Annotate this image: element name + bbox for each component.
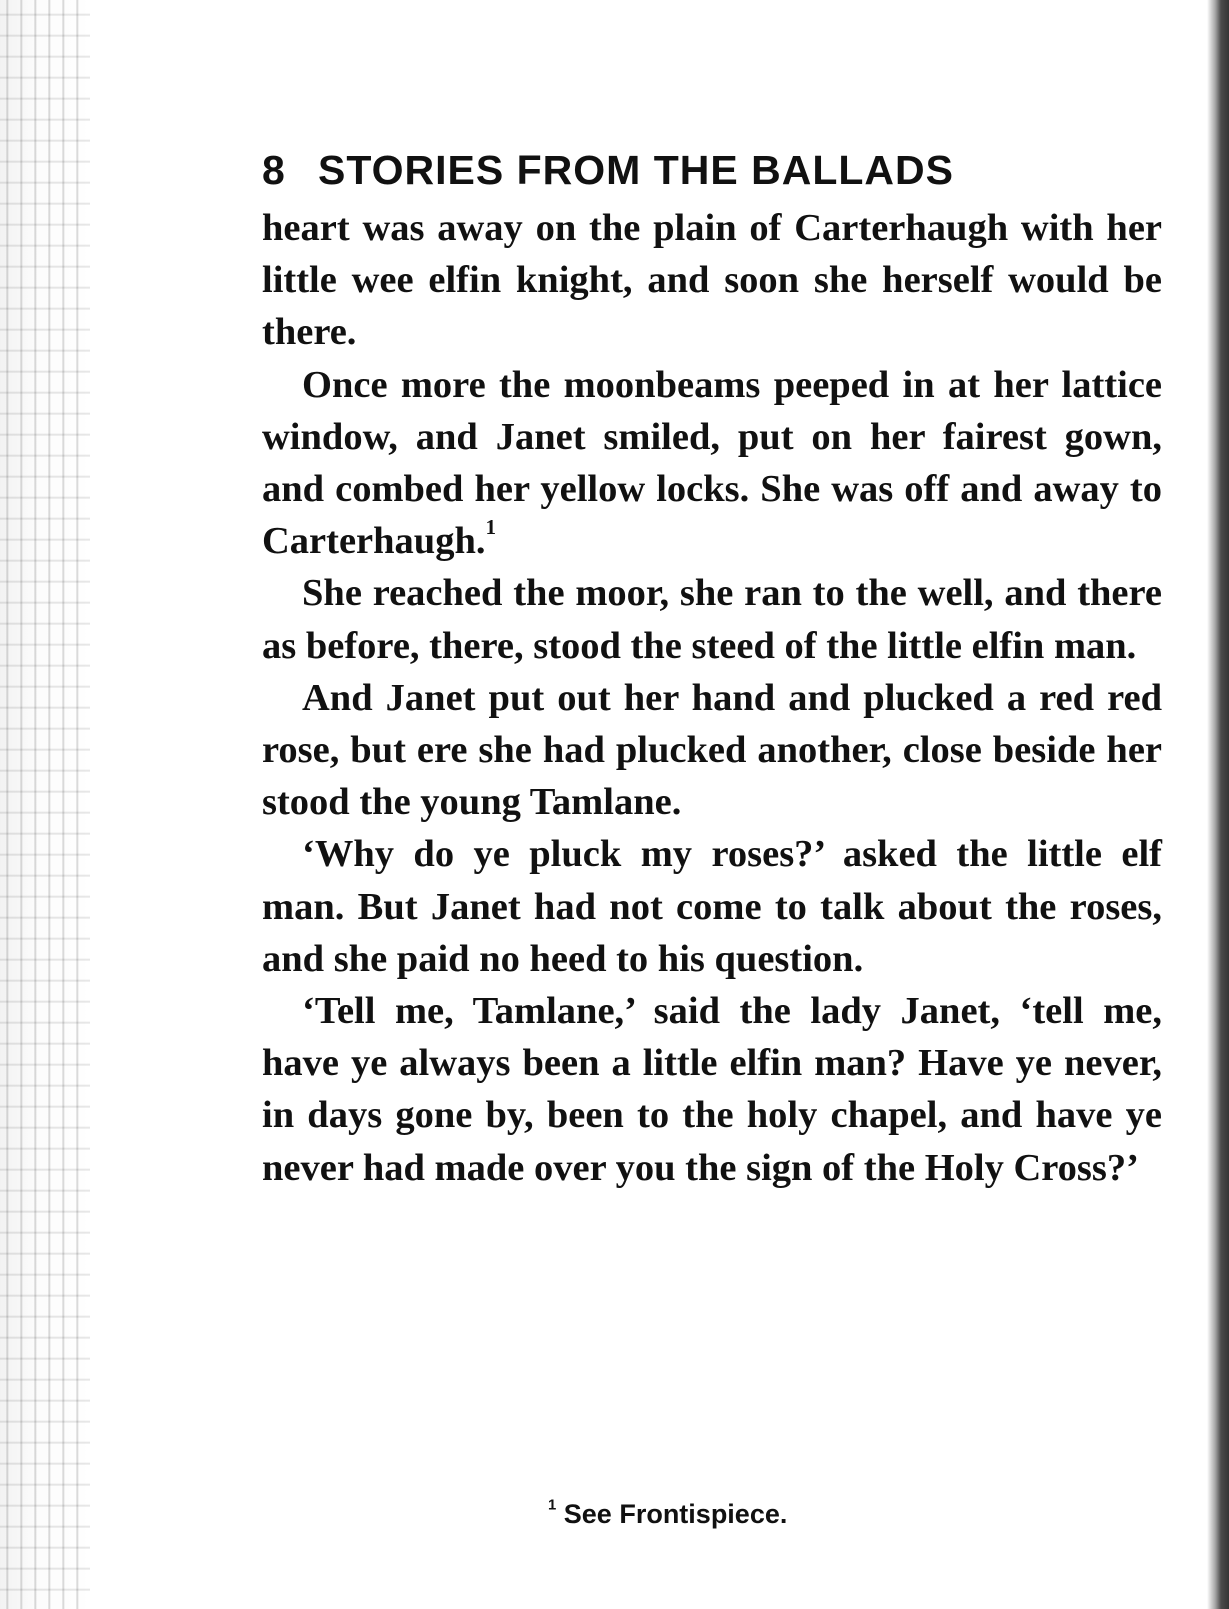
paragraph-2 [262, 359, 1162, 568]
footnote-marker: 1 [548, 1497, 557, 1514]
paragraph-1: heart was away on the plain of Carterhaugh with her little wee elfin knight, and soon she herself would be there. [262, 207, 1162, 354]
page-gutter-texture [0, 0, 90, 1609]
footnote-text: See Frontispiece. [563, 1499, 788, 1529]
running-head [262, 138, 1162, 202]
page-number: 8 [262, 147, 286, 193]
paragraph-5: ‘Why do ye pluck my roses?’ asked the little elf man. But Janet had not come to talk about the roses, and she paid no heed to his question. [262, 833, 1162, 980]
footnote-reference: 1 [485, 515, 497, 540]
paragraph-6: ‘Tell me, Tamlane,’ said the lady Janet, ‘tell me, have ye always been a little elfin man? Have ye never, in days gone by, been to the holy chapel, and have ye never had made over you the sign of the Holy Cross?’ [262, 990, 1162, 1189]
paragraph-2-text: Once more the moonbeams peeped in at her lattice window, and Janet smiled, put on her fairest gown, and combed her yellow locks. She was off and away to Carterhaugh. [262, 363, 1162, 563]
body-text [262, 202, 1162, 1194]
paragraph-4: And Janet put out her hand and plucked a red red rose, but ere she had plucked another, close beside her stood the young Tamlane. [262, 676, 1162, 824]
footnote [548, 1499, 787, 1530]
page-edge-right [1207, 0, 1229, 1609]
book-page [262, 138, 1162, 1194]
running-title: STORIES FROM THE BALLADS [318, 147, 954, 193]
paragraph-3: She reached the moor, she ran to the well, and there as before, there, stood the steed of the little elfin man. [262, 572, 1162, 667]
